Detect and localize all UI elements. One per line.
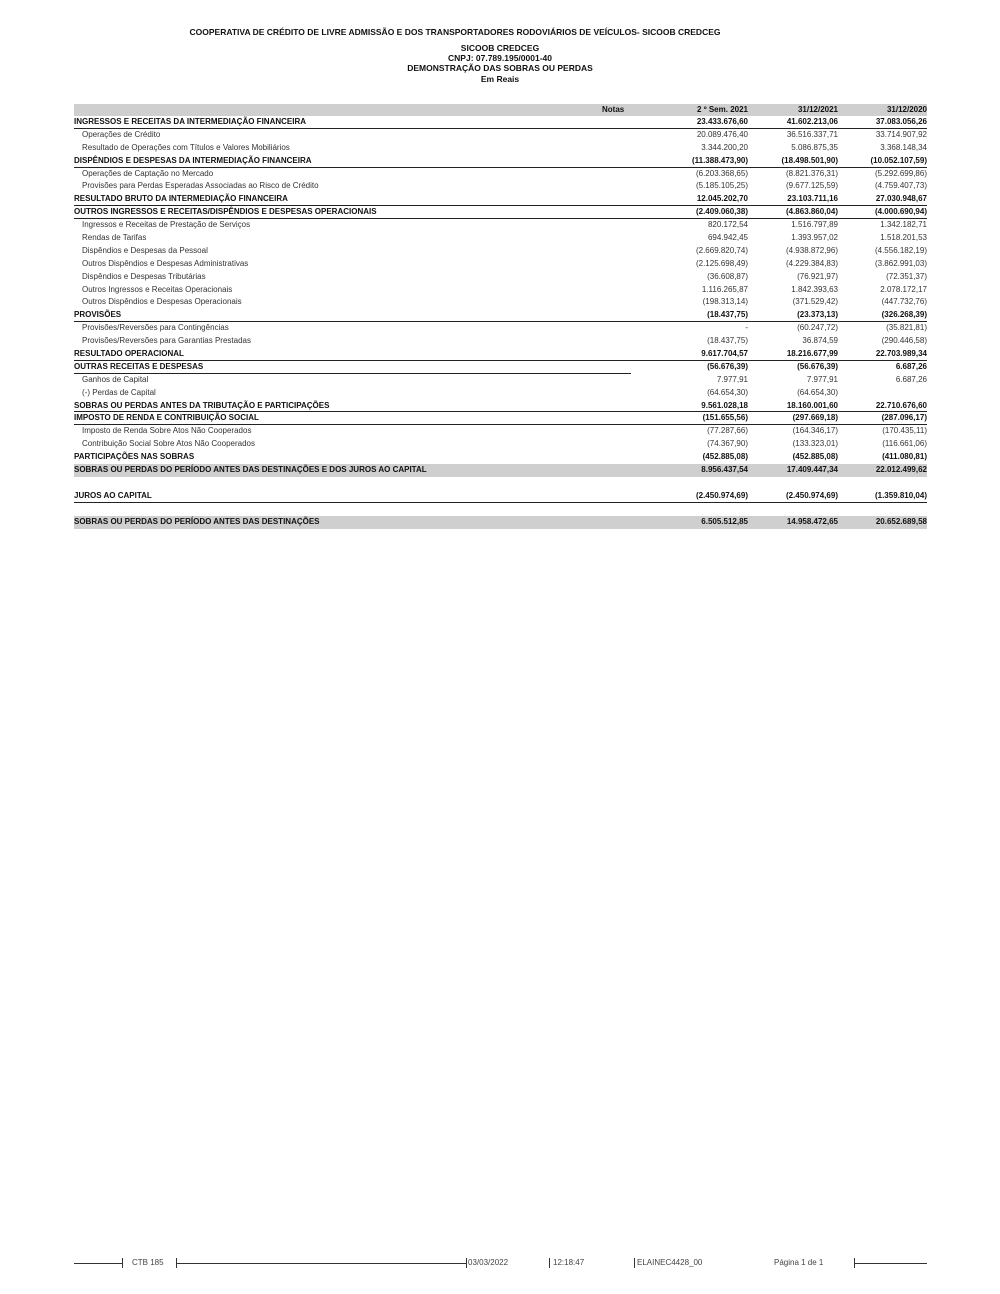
footer-divider <box>549 1258 550 1268</box>
value-2021: (4.229.384,83) <box>785 258 838 268</box>
row-label: PARTICIPAÇÕES NAS SOBRAS <box>74 452 195 462</box>
value-2020: (5.292.699,86) <box>874 168 927 178</box>
column-header-2020: 31/12/2020 <box>886 105 927 114</box>
value-2020: 33.714.907,92 <box>875 129 927 139</box>
value-2021: 41.602.213,06 <box>786 117 838 126</box>
line-item-row <box>74 271 927 284</box>
value-2021: (56.676,39) <box>797 361 838 371</box>
subtotal-row <box>74 309 927 322</box>
subtotal-row <box>74 155 927 168</box>
row-label: JUROS AO CAPITAL <box>74 490 152 500</box>
row-label: Ingressos e Receitas de Prestação de Serviços <box>82 220 251 230</box>
footer-divider <box>634 1258 635 1268</box>
subtotal-row <box>74 464 927 477</box>
value-2020: (1.359.810,04) <box>874 490 927 500</box>
statement-table <box>74 104 927 529</box>
value-2021: (76.921,97) <box>797 271 838 281</box>
row-label: OUTRAS RECEITAS E DESPESAS <box>74 361 204 371</box>
subtotal-row <box>74 516 927 529</box>
row-label: SOBRAS OU PERDAS DO PERÍODO ANTES DAS DESTINAÇÕES E DOS JUROS AO CAPITAL <box>74 465 427 475</box>
line-item-row <box>74 387 927 400</box>
subtotal-row <box>74 490 927 503</box>
subtotal-row <box>74 361 927 374</box>
value-2021: (297.669,18) <box>792 413 838 423</box>
line-item-row <box>74 425 927 438</box>
value-2021: (4.938.872,96) <box>785 245 838 255</box>
value-2021: (371.529,42) <box>792 297 838 307</box>
print-time: 12:18:47 <box>553 1258 585 1267</box>
cooperative-name: SICOOB CREDCEG <box>460 43 540 53</box>
row-label: Outros Ingressos e Receitas Operacionais <box>82 284 233 294</box>
value-2021: 1.516.797,89 <box>791 220 838 230</box>
company-name: COOPERATIVA DE CRÉDITO DE LIVRE ADMISSÃO E DOS TRANSPORTADORES RODOVIÁRIOS DE VEÍCULOS- SICOOB CREDCEG <box>189 27 721 37</box>
value-2nd-semester-2021: 3.344.200,20 <box>701 142 748 152</box>
line-item-row <box>74 438 927 451</box>
value-2020: (287.096,17) <box>881 413 927 423</box>
row-label: INGRESSOS E RECEITAS DA INTERMEDIAÇÃO FINANCEIRA <box>74 117 307 126</box>
value-2nd-semester-2021: - <box>745 323 748 333</box>
line-item-row <box>74 232 927 245</box>
value-2020: 27.030.948,67 <box>875 194 927 204</box>
subtotal-row <box>74 451 927 464</box>
value-2nd-semester-2021: 7.977,91 <box>716 374 748 384</box>
row-label: Dispêndios e Despesas da Pessoal <box>82 245 208 255</box>
column-header-2021: 31/12/2021 <box>797 105 838 114</box>
value-2nd-semester-2021: (2.409.060,38) <box>695 207 748 217</box>
value-2020: (3.862.991,03) <box>874 258 927 268</box>
value-2nd-semester-2021: 9.617.704,57 <box>701 349 748 359</box>
column-header-2nd-semester-2021: 2 º Sem. 2021 <box>697 105 748 114</box>
footer-divider <box>122 1258 123 1268</box>
document-title: DEMONSTRAÇÃO DAS SOBRAS OU PERDAS <box>407 63 593 73</box>
value-2nd-semester-2021: (77.287,66) <box>707 426 748 436</box>
value-2021: (4.863.860,04) <box>785 207 838 217</box>
row-label: RESULTADO BRUTO DA INTERMEDIAÇÃO FINANCEIRA <box>74 194 288 204</box>
value-2020: (411.080,81) <box>882 452 927 462</box>
value-2020: 22.710.676,60 <box>875 400 927 410</box>
value-2021: 36.874,59 <box>802 336 838 346</box>
value-2021: 18.160.001,60 <box>786 400 838 410</box>
value-2021: (18.498.501,90) <box>781 155 838 165</box>
line-item-row <box>74 322 927 335</box>
value-2nd-semester-2021: 1.116.265,87 <box>701 284 748 294</box>
line-item-row <box>74 258 927 271</box>
report-code: CTB 185 <box>132 1258 164 1267</box>
value-2nd-semester-2021: (36.608,87) <box>707 271 748 281</box>
value-2021: (133.323,01) <box>792 439 838 449</box>
value-2nd-semester-2021: (74.367,90) <box>707 439 748 449</box>
value-2021: 1.842.393,63 <box>791 284 838 294</box>
value-2020: (116.661,06) <box>882 439 927 449</box>
value-2nd-semester-2021: (151.655,56) <box>702 413 748 423</box>
value-2021: (164.346,17) <box>792 426 838 436</box>
value-2nd-semester-2021: (452.885,08) <box>702 452 748 462</box>
value-2nd-semester-2021: 23.433.676,60 <box>696 117 748 126</box>
subtotal-row <box>74 400 927 413</box>
line-item-row <box>74 129 927 142</box>
column-header-notes: Notas <box>602 105 625 114</box>
value-2021: 5.086.875,35 <box>791 142 838 152</box>
value-2nd-semester-2021: (6.203.368,65) <box>695 168 748 178</box>
subtotal-row <box>74 348 927 361</box>
page-footer <box>74 1257 927 1271</box>
value-2020: 20.652.689,58 <box>875 516 927 526</box>
row-label: SOBRAS OU PERDAS DO PERÍODO ANTES DAS DESTINAÇÕES <box>74 516 320 526</box>
subtotal-row <box>74 412 927 425</box>
value-2020: 6.687,26 <box>895 374 927 384</box>
spacer-row <box>74 477 927 490</box>
row-label: (-) Perdas de Capital <box>82 387 156 397</box>
value-2nd-semester-2021: (56.676,39) <box>707 361 748 371</box>
value-2nd-semester-2021: (2.669.820,74) <box>695 245 748 255</box>
value-2021: (64.654,30) <box>797 387 838 397</box>
spacer-row <box>74 503 927 516</box>
row-label: Contribuição Social Sobre Atos Não Cooperados <box>82 439 255 449</box>
line-item-row <box>74 219 927 232</box>
value-2nd-semester-2021: (2.125.698,49) <box>695 258 748 268</box>
line-item-row <box>74 142 927 155</box>
value-2020: 22.703.989,34 <box>875 349 927 359</box>
value-2021: 1.393.957,02 <box>791 233 838 243</box>
row-label: Outros Dispêndios e Despesas Administrativas <box>82 258 249 268</box>
row-label: Provisões/Reversões para Garantias Prestadas <box>82 336 251 346</box>
value-2020: (4.000.690,94) <box>874 207 927 217</box>
row-label: Resultado de Operações com Títulos e Valores Mobiliários <box>82 142 290 152</box>
page-number: Página 1 de 1 <box>774 1258 824 1267</box>
value-2nd-semester-2021: (18.437,75) <box>707 310 748 320</box>
value-2nd-semester-2021: (64.654,30) <box>707 387 748 397</box>
row-label: Ganhos de Capital <box>82 374 149 384</box>
row-label: Imposto de Renda Sobre Atos Não Cooperados <box>82 426 252 436</box>
row-label: Operações de Crédito <box>82 129 161 139</box>
value-2021: (23.373,13) <box>797 310 838 320</box>
value-2020: 37.083.056,26 <box>875 117 927 126</box>
value-2020: 3.368.148,34 <box>880 142 927 152</box>
value-2021: 17.409.447,34 <box>786 465 838 475</box>
value-2020: (10.052.107,59) <box>870 155 927 165</box>
row-label: Rendas de Tarifas <box>82 233 147 243</box>
subtotal-row <box>74 193 927 206</box>
value-2021: (9.677.125,59) <box>785 181 838 191</box>
value-2020: 1.518.201,53 <box>880 233 927 243</box>
line-item-row <box>74 180 927 193</box>
value-2nd-semester-2021: (18.437,75) <box>707 336 748 346</box>
value-2021: 23.103.711,16 <box>787 194 838 204</box>
subtotal-row <box>74 116 927 129</box>
value-2nd-semester-2021: (198.313,14) <box>702 297 748 307</box>
value-2nd-semester-2021: 6.505.512,85 <box>701 516 748 526</box>
value-2020: (4.556.182,19) <box>874 245 927 255</box>
subtotal-row <box>74 206 927 219</box>
value-2021: 18.216.677,99 <box>786 349 838 359</box>
row-label: OUTROS INGRESSOS E RECEITAS/DISPÊNDIOS E DESPESAS OPERACIONAIS <box>74 207 377 217</box>
line-item-row <box>74 374 927 387</box>
line-item-row <box>74 245 927 258</box>
row-label: DISPÊNDIOS E DESPESAS DA INTERMEDIAÇÃO FINANCEIRA <box>74 155 312 165</box>
value-2020: (72.351,37) <box>886 271 927 281</box>
line-item-row <box>74 168 927 181</box>
value-2021: (8.821.376,31) <box>785 168 838 178</box>
value-2nd-semester-2021: (5.185.105,25) <box>695 181 748 191</box>
row-label: PROVISÕES <box>74 310 122 320</box>
value-2020: (290.446,58) <box>881 336 927 346</box>
value-2020: 22.012.499,62 <box>875 465 927 475</box>
value-2020: 6.687,26 <box>895 361 927 371</box>
value-2nd-semester-2021: 694.942,45 <box>707 233 748 243</box>
value-2nd-semester-2021: (2.450.974,69) <box>695 490 748 500</box>
footer-divider <box>466 1258 467 1268</box>
value-2021: 14.958.472,65 <box>786 516 838 526</box>
row-label: Operações de Captação no Mercado <box>82 168 214 178</box>
value-2nd-semester-2021: 12.045.202,70 <box>696 194 748 204</box>
value-2nd-semester-2021: 820.172,54 <box>707 220 748 230</box>
row-label: IMPOSTO DE RENDA E CONTRIBUIÇÃO SOCIAL <box>74 413 259 423</box>
value-2020: (447.732,76) <box>881 297 927 307</box>
value-2nd-semester-2021: 8.956.437,54 <box>701 465 748 475</box>
value-2020: (170.435,11) <box>882 426 927 436</box>
value-2021: (452.885,08) <box>792 452 838 462</box>
value-2021: 36.516.337,71 <box>786 129 838 139</box>
row-label: Provisões/Reversões para Contingências <box>82 323 229 333</box>
value-2020: 1.342.182,71 <box>880 220 927 230</box>
row-label: Dispêndios e Despesas Tributárias <box>82 271 206 281</box>
line-item-row <box>74 335 927 348</box>
footer-rule <box>854 1263 927 1264</box>
table-header-row <box>74 104 927 116</box>
value-2020: (4.759.407,73) <box>874 181 927 191</box>
row-label: SOBRAS OU PERDAS ANTES DA TRIBUTAÇÃO E PARTICIPAÇÕES <box>74 400 330 410</box>
footer-rule <box>74 1263 122 1264</box>
value-2020: 2.078.172,17 <box>880 284 927 294</box>
row-label: Provisões para Perdas Esperadas Associadas ao Risco de Crédito <box>82 181 319 191</box>
print-date: 03/03/2022 <box>468 1258 509 1267</box>
value-2020: (326.268,39) <box>881 310 927 320</box>
line-item-row <box>74 284 927 297</box>
value-2020: (35.821,81) <box>886 323 927 333</box>
value-2021: (2.450.974,69) <box>785 490 838 500</box>
value-2nd-semester-2021: 9.561.028,18 <box>701 400 748 410</box>
value-2021: 7.977,91 <box>806 374 838 384</box>
row-label: RESULTADO OPERACIONAL <box>74 349 184 359</box>
value-2021: (60.247,72) <box>797 323 838 333</box>
value-2nd-semester-2021: (11.388.473,90) <box>691 155 748 165</box>
user-id: ELAINEC4428_00 <box>637 1258 703 1267</box>
row-label: Outros Dispêndios e Despesas Operacionais <box>82 297 242 307</box>
line-item-row <box>74 296 927 309</box>
currency-unit: Em Reais <box>480 74 520 84</box>
value-2nd-semester-2021: 20.089.476,40 <box>696 129 748 139</box>
footer-rule <box>176 1263 466 1264</box>
cnpj: CNPJ: 07.789.195/0001-40 <box>448 53 552 63</box>
